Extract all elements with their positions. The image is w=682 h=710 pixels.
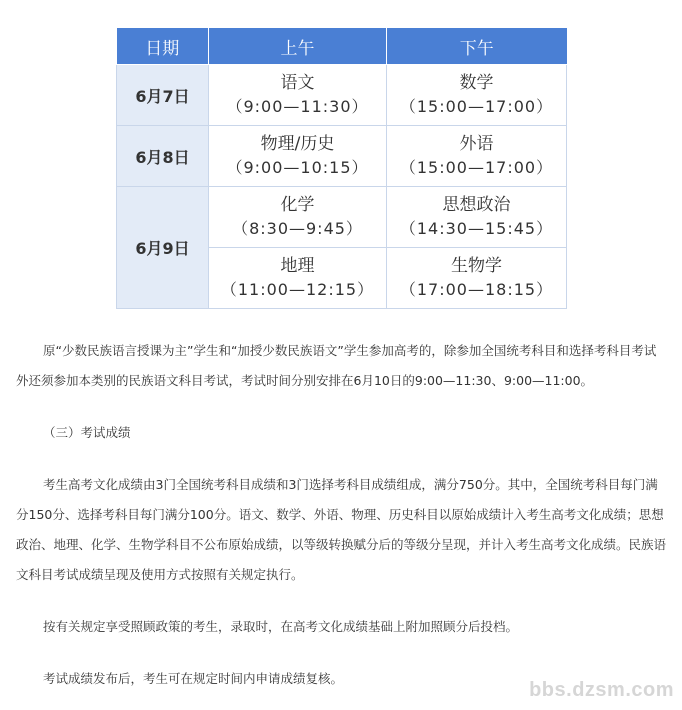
table-row xyxy=(117,126,567,187)
table-row xyxy=(117,187,567,248)
table-row xyxy=(117,65,567,126)
exam-time: （9:00—10:15） xyxy=(226,158,369,177)
afternoon-cell xyxy=(387,187,567,248)
subject-name: 物理/历史 xyxy=(260,134,335,154)
subject-name: 语文 xyxy=(280,73,315,93)
date-cell: 6月9日 xyxy=(117,187,209,309)
morning-cell xyxy=(209,187,387,248)
site-watermark: bbs.dzsm.com xyxy=(529,679,674,701)
morning-cell xyxy=(209,248,387,309)
exam-time: （15:00—17:00） xyxy=(399,158,554,177)
afternoon-cell xyxy=(387,126,567,187)
date-cell: 6月7日 xyxy=(117,65,209,126)
table-header-row xyxy=(117,28,567,65)
subject-name: 生物学 xyxy=(451,256,502,276)
exam-time: （17:00—18:15） xyxy=(399,280,554,299)
section-heading-exam-scores: （三）考试成绩 xyxy=(43,425,131,440)
header-date: 日期 xyxy=(117,28,209,65)
paragraph-score-review: 考试成绩发布后，考生可在规定时间内申请成绩复核。 xyxy=(43,671,344,686)
date-cell: 6月8日 xyxy=(117,126,209,187)
afternoon-cell xyxy=(387,248,567,309)
subject-name: 外语 xyxy=(459,134,494,154)
exam-time: （15:00—17:00） xyxy=(399,97,554,116)
exam-time: （8:30—9:45） xyxy=(232,219,363,238)
morning-cell xyxy=(209,65,387,126)
subject-name: 地理 xyxy=(280,256,315,276)
morning-cell xyxy=(209,126,387,187)
subject-name: 思想政治 xyxy=(442,195,511,215)
header-morning: 上午 xyxy=(209,28,387,65)
exam-time: （14:30—15:45） xyxy=(399,219,554,238)
exam-schedule-table xyxy=(116,28,567,309)
subject-name: 化学 xyxy=(280,195,315,215)
exam-time: （9:00—11:30） xyxy=(226,97,369,116)
paragraph-score-composition: 考生高考文化成绩由3门全国统考科目成绩和3门选择考科目成绩组成，满分750分。其中，全国统考科目每门满分150分、选择考科目每门满分100分。语文、数学、外语、物理、历史科目以原始成绩计入考生高考文化成绩；思想政治、地理、化学、生物学科目不公布原始成绩，以等级转换赋分后的等级分呈现，并计入考生高考文化成绩。民族语文科目考试成绩呈现及使用方式按照有关规定执行。 xyxy=(16,477,667,582)
paragraph-ethnic-language-exam: 原“少数民族语言授课为主”学生和“加授少数民族语文”学生参加高考的，除参加全国统考科目和选择考科目考试外还须参加本类别的民族语文科目考试，考试时间分别安排在6月10日的9:00—11:30、9:00—11:00。 xyxy=(16,343,657,388)
afternoon-cell xyxy=(387,65,567,126)
paragraph-bonus-points: 按有关规定享受照顾政策的考生，录取时，在高考文化成绩基础上附加照顾分后投档。 xyxy=(43,619,519,634)
subject-name: 数学 xyxy=(459,73,494,93)
header-afternoon: 下午 xyxy=(387,28,567,65)
exam-time: （11:00—12:15） xyxy=(220,280,375,299)
